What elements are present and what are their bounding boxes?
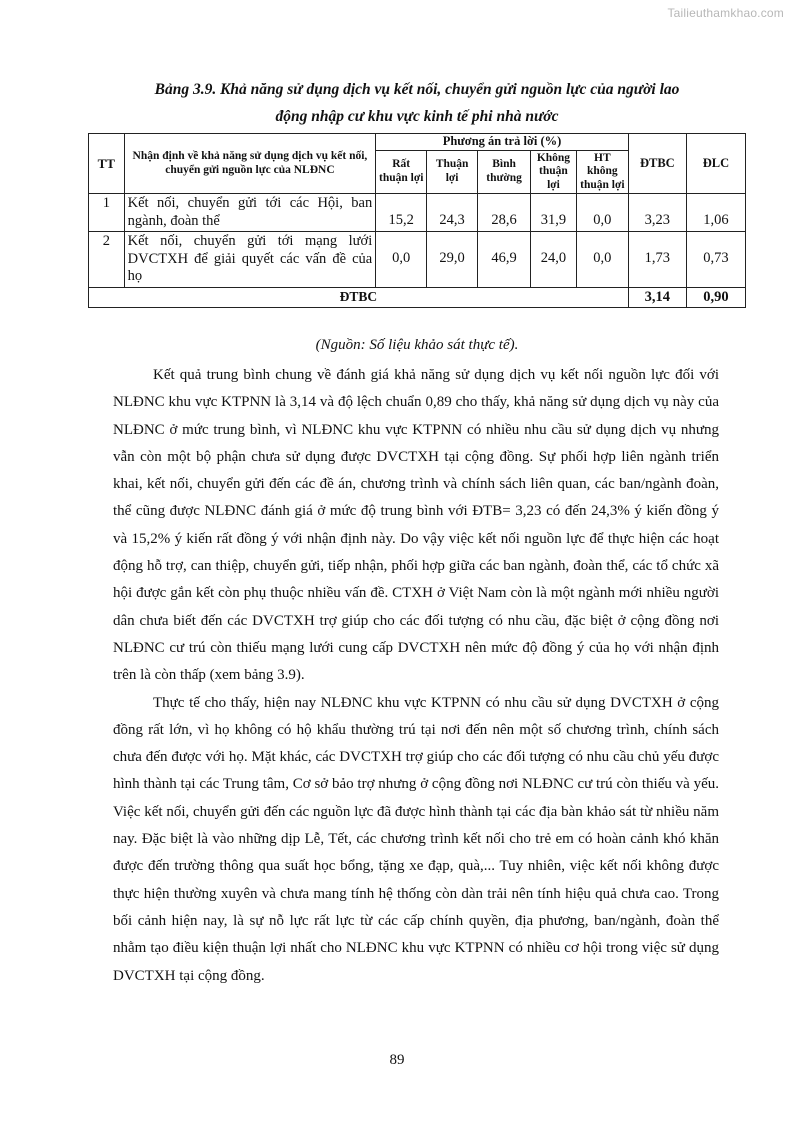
row-value: 29,0 bbox=[427, 232, 478, 288]
row-value: 46,9 bbox=[478, 232, 531, 288]
row-value: 15,2 bbox=[376, 194, 427, 232]
header-options-group: Phương án trả lời (%) bbox=[376, 134, 629, 151]
row-sd: 0,73 bbox=[686, 232, 745, 288]
row-value: 31,9 bbox=[531, 194, 577, 232]
header-option-normal: Bình thường bbox=[478, 150, 531, 194]
total-mean: 3,14 bbox=[628, 287, 686, 307]
row-value: 24,0 bbox=[531, 232, 577, 288]
header-mean: ĐTBC bbox=[628, 134, 686, 194]
row-mean: 1,73 bbox=[628, 232, 686, 288]
header-row bbox=[89, 134, 746, 151]
table-row bbox=[89, 194, 746, 232]
results-table bbox=[88, 133, 746, 308]
source-note: (Nguồn: Số liệu khảo sát thực tế). bbox=[315, 337, 519, 353]
row-value: 28,6 bbox=[478, 194, 531, 232]
header-sd: ĐLC bbox=[686, 134, 745, 194]
row-tt: 1 bbox=[89, 194, 125, 232]
paragraph: Thực tế cho thấy, hiện nay NLĐNC khu vực KTPNN có nhu cầu sử dụng DVCTXH ở cộng đồng rất lớn, vì họ không có hộ khẩu thường trú tại nơi đến nên một số chương trình, chính sách chưa đến được với họ. Mặt khác, các DVCTXH trợ giúp cho các đối tượng có nhu cầu chủ yếu được hình thành tại các Trung tâm, Cơ sở bảo trợ nhưng ở cộng đồng nơi NLĐNC cư trú còn thiếu và yếu. Việc kết nối, chuyển gửi đến các nguồn lực đã được hình thành tại các địa bàn khảo sát từ nhiều năm nay. Đặc biệt là vào những dịp Lễ, Tết, các chương trình kết nối cho trẻ em có hoàn cảnh khó khăn được đến trường thông qua suất học bổng, tặng xe đạp, quà,... Tuy nhiên, việc kết nối không được thực hiện thường xuyên và chưa mang tính hệ thống còn dàn trải nên tính hiệu quả chưa cao. Trong bối cảnh hiện nay, là sự nỗ lực rất lực từ các cấp chính quyền, địa phương, ban/ngành, đoàn thể nhằm tạo điều kiện thuận lợi nhất cho NLĐNC khu vực KTPNN có nhiều cơ hội trong việc sử dụng DVCTXH tại cộng đồng. bbox=[113, 694, 719, 984]
row-sd: 1,06 bbox=[686, 194, 745, 232]
paragraph: Kết quả trung bình chung về đánh giá khả năng sử dụng dịch vụ kết nối nguồn lực đối với NLĐNC khu vực KTPNN là 3,14 và độ lệch chuẩn 0,89 cho thấy, khả năng sử dụng dịch vụ này của NLĐNC ở mức trung bình, vì NLĐNC khu vực KTPNN có nhiều nhu cầu sử dụng dịch vụ nhưng vẫn còn một bộ phận chưa sử dụng được DVCTXH tại cộng đồng. Sự phối hợp liên ngành triển khai, kết nối, chuyển gửi đến các đề án, chương trình và chính sách liên quan, các ban/ngành đoàn, thể cũng được NLĐNC đánh giá ở mức độ trung bình với ĐTB= 3,23 có đến 24,3% ý kiến đồng ý và 15,2% ý kiến rất đồng ý với nhận định này. Do vậy việc kết nối nguồn lực để thực hiện các hoạt động hỗ trợ, can thiệp, chuyển gửi, tiếp nhận, phối hợp giữa các ban ngành, đoàn thể, các tổ chức xã hội được gắn kết còn phụ thuộc nhiều vấn đề. CTXH ở Việt Nam còn là một ngành mới nhiều người dân chưa biết đến các DVCTXH trợ giúp cho các đối tượng có nhu cầu, đặc biệt ở cộng đồng nơi NLĐNC cư trú còn thiếu mạng lưới cung cấp DVCTXH nên mức độ đồng ý của họ với nhận định trên là còn thấp (xem bảng 3.9). bbox=[113, 367, 719, 684]
header-option-very-favorable: Rất thuận lợi bbox=[376, 150, 427, 194]
total-label: ĐTBC bbox=[89, 287, 629, 307]
table-caption bbox=[88, 76, 746, 130]
row-value: 0,0 bbox=[576, 232, 628, 288]
header-statement: Nhận định về khả năng sử dụng dịch vụ kết nối, chuyển gửi nguồn lực của NLĐNC bbox=[124, 134, 376, 194]
row-tt: 2 bbox=[89, 232, 125, 288]
header-option-totally-unfavorable: HT không thuận lợi bbox=[576, 150, 628, 194]
header-option-favorable: Thuận lợi bbox=[427, 150, 478, 194]
page-number: 89 bbox=[389, 1052, 405, 1068]
row-statement: Kết nối, chuyển gửi tới các Hội, ban ngành, đoàn thể bbox=[124, 194, 376, 232]
row-value: 0,0 bbox=[576, 194, 628, 232]
body-text bbox=[113, 362, 719, 990]
caption-line-2: động nhập cư khu vực kinh tế phi nhà nước bbox=[275, 108, 559, 125]
caption-line-1: Bảng 3.9. Khả năng sử dụng dịch vụ kết nối, chuyển gửi nguồn lực của người lao bbox=[154, 81, 680, 98]
watermark: Tailieuthamkhao.com bbox=[667, 6, 784, 20]
total-sd: 0,90 bbox=[686, 287, 745, 307]
header-option-unfavorable: Không thuận lợi bbox=[531, 150, 577, 194]
row-mean: 3,23 bbox=[628, 194, 686, 232]
table-row bbox=[89, 232, 746, 288]
row-statement: Kết nối, chuyển gửi tới mạng lưới DVCTXH để giải quyết các vấn đề của họ bbox=[124, 232, 376, 288]
row-value: 0,0 bbox=[376, 232, 427, 288]
header-tt: TT bbox=[89, 134, 125, 194]
row-value: 24,3 bbox=[427, 194, 478, 232]
total-row bbox=[89, 287, 746, 307]
